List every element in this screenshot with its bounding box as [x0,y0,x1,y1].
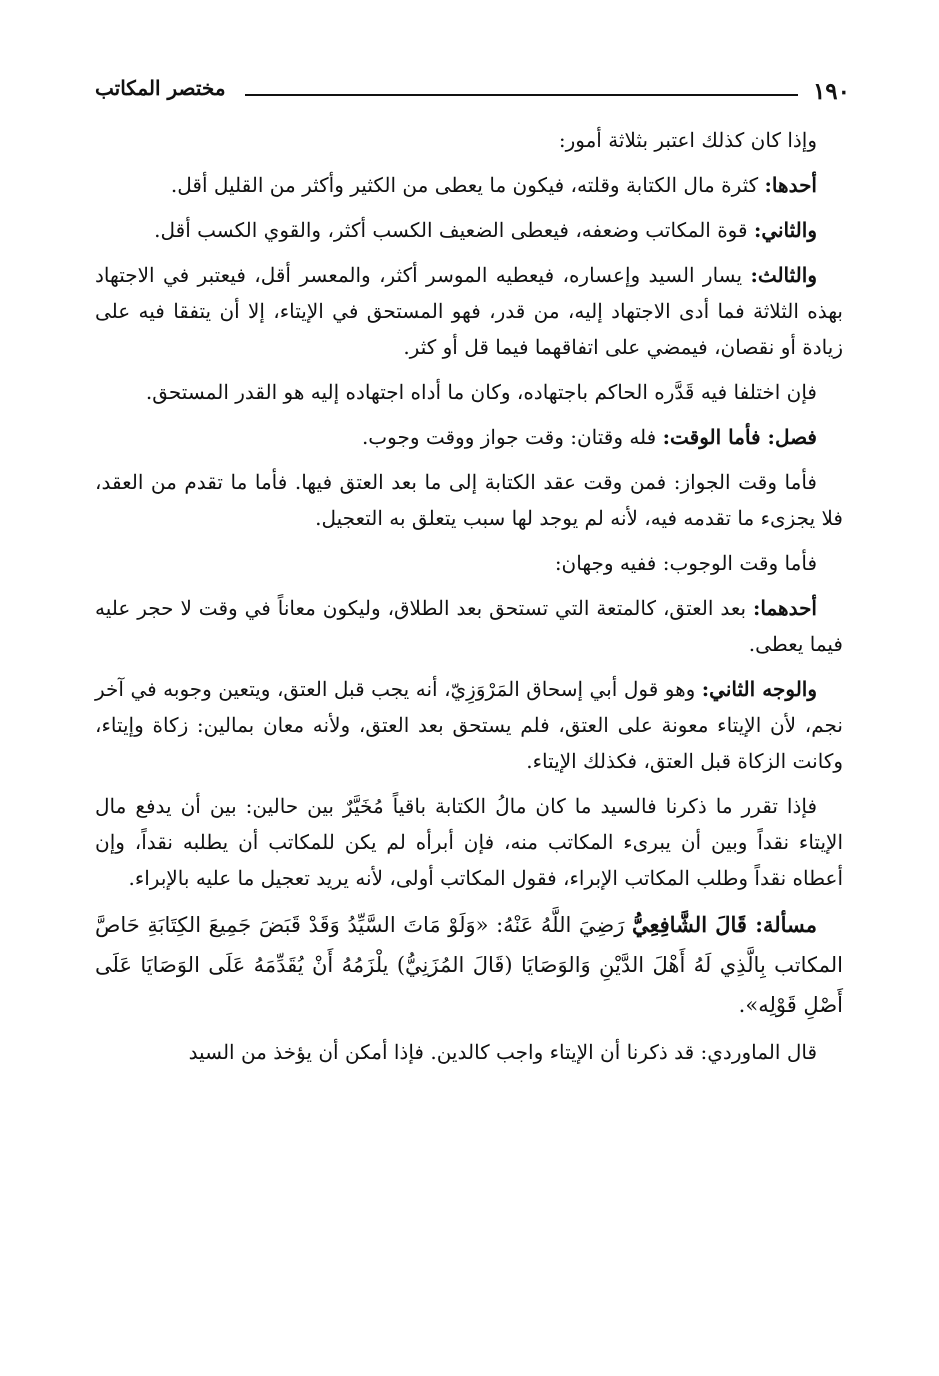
page-body [95,122,843,1079]
paragraph-lead: والثالث: [750,263,817,287]
paragraph-lead: أحدها: [764,173,817,197]
paragraph-text: فأما وقت الوجوب: ففيه وجهان: [554,551,817,575]
header-rule [245,94,798,96]
paragraph-second-matter [95,212,843,248]
paragraph-text: قوة المكاتب وضعفه، فيعطى الضعيف الكسب أكثر، والقوي الكسب أقل. [154,218,754,242]
running-title: مختصر المكاتب [95,76,226,100]
paragraph-intro [95,122,843,158]
paragraph-text: وهو قول أبي إسحاق المَرْوَزِيّ، أنه يجب قبل العتق، ويتعين وجوبه في آخر نجم، لأن الإيتاء معونة على العتق، فلم يستحق بعد العتق، ولأنه معان بمالين: زكاة وإيتاء، وكانت الزكاة قبل العتق، فكذلك الإيتاء. [95,677,843,773]
paragraph-obligatory-time [95,545,843,581]
section-heading: فصل: فأما الوقت: [662,425,817,449]
paragraph-text: قال الماوردي: قد ذكرنا أن الإيتاء واجب كالدين. فإذا أمكن أن يؤخذ من السيد [188,1040,817,1064]
page-number: ١٩٠ [812,78,850,105]
issue-heading: مسألة: قَالَ الشَّافِعِيُّ [632,912,817,937]
paragraph-text: كثرة مال الكتابة وقلته، فيكون ما يعطى من الكثير وأكثر من القليل أقل. [170,173,765,197]
paragraph-text: فأما وقت الجواز: فمن وقت عقد الكتابة إلى ما بعد العتق فيها. فأما ما تقدم من العقد، فلا يجزىء ما تقدمه فيه، لأنه لم يوجد لها سبب يتعلق به التعجيل. [95,470,843,530]
paragraph-issue-shafii [95,905,843,1025]
quoted-text: رَضِيَ اللَّهُ عَنْهُ: «وَلَوْ مَاتَ السَّيِّدُ وَقَدْ قَبَضَ جَمِيعَ الكِتَابَةِ حَاصَّ المكاتب بِالَّذِي لَهُ أَهْلَ الدَّيْنِ وَالوَصَايَا (قَالَ المُزَنِيُّ) يلْزَمُهُ أَنْ يُقَدِّمَهُ عَلَى الوَصَايَا عَلَى أَصْلِ قَوْلِه». [95,913,843,1017]
paragraph-text: يسار السيد وإعساره، فيعطيه الموسر أكثر، والمعسر أقل، فيعتبر في الاجتهاد بهذه الثلاثة فما أدى الاجتهاد إليه، من قدر، فهو المستحق في الإيتاء، إلا أن يتفقا فيه على زيادة أو نقصان، فيمضي على اتفاقهما فيما قل أو كثر. [95,263,843,359]
paragraph-mawardi [95,1034,843,1070]
paragraph-first-matter [95,167,843,203]
paragraph-text: بعد العتق، كالمتعة التي تستحق بعد الطلاق، وليكون معاناً في وقت لا حجر عليه فيما يعطى. [95,596,843,656]
paragraph-lead: أحدهما: [752,596,817,620]
paragraph-first-view [95,590,843,662]
paragraph-text: فإذا تقرر ما ذكرنا فالسيد ما كان مالُ الكتابة باقياً مُخَيَّرٌ بين حالين: بين أن يدفع مال الإيتاء نقداً وبين أن يبرىء المكاتب منه، فإن أبرأه لم يكن للمكاتب أن يطلبه نقداً، وإن أعطاه نقداً وطلب المكاتب الإبراء، فقول المكاتب أولى، لأنه يريد تعجيل ما عليه بالإبراء. [95,794,843,890]
paragraph-text: فله وقتان: وقت جواز ووقت وجوب. [361,425,663,449]
paragraph-lead: والثاني: [753,218,817,242]
paragraph-master-options [95,788,843,896]
paragraph-text: فإن اختلفا فيه قَدَّره الحاكم باجتهاده، وكان ما أداه اجتهاده إليه هو القدر المستحق. [145,380,817,404]
paragraph-dispute [95,374,843,410]
paragraph-second-view [95,671,843,779]
paragraph-third-matter [95,257,843,365]
page-header [95,70,850,110]
paragraph-text: وإذا كان كذلك اعتبر بثلاثة أمور: [558,128,817,152]
paragraph-permissible-time [95,464,843,536]
paragraph-lead: والوجه الثاني: [701,677,817,701]
paragraph-section-time [95,419,843,455]
